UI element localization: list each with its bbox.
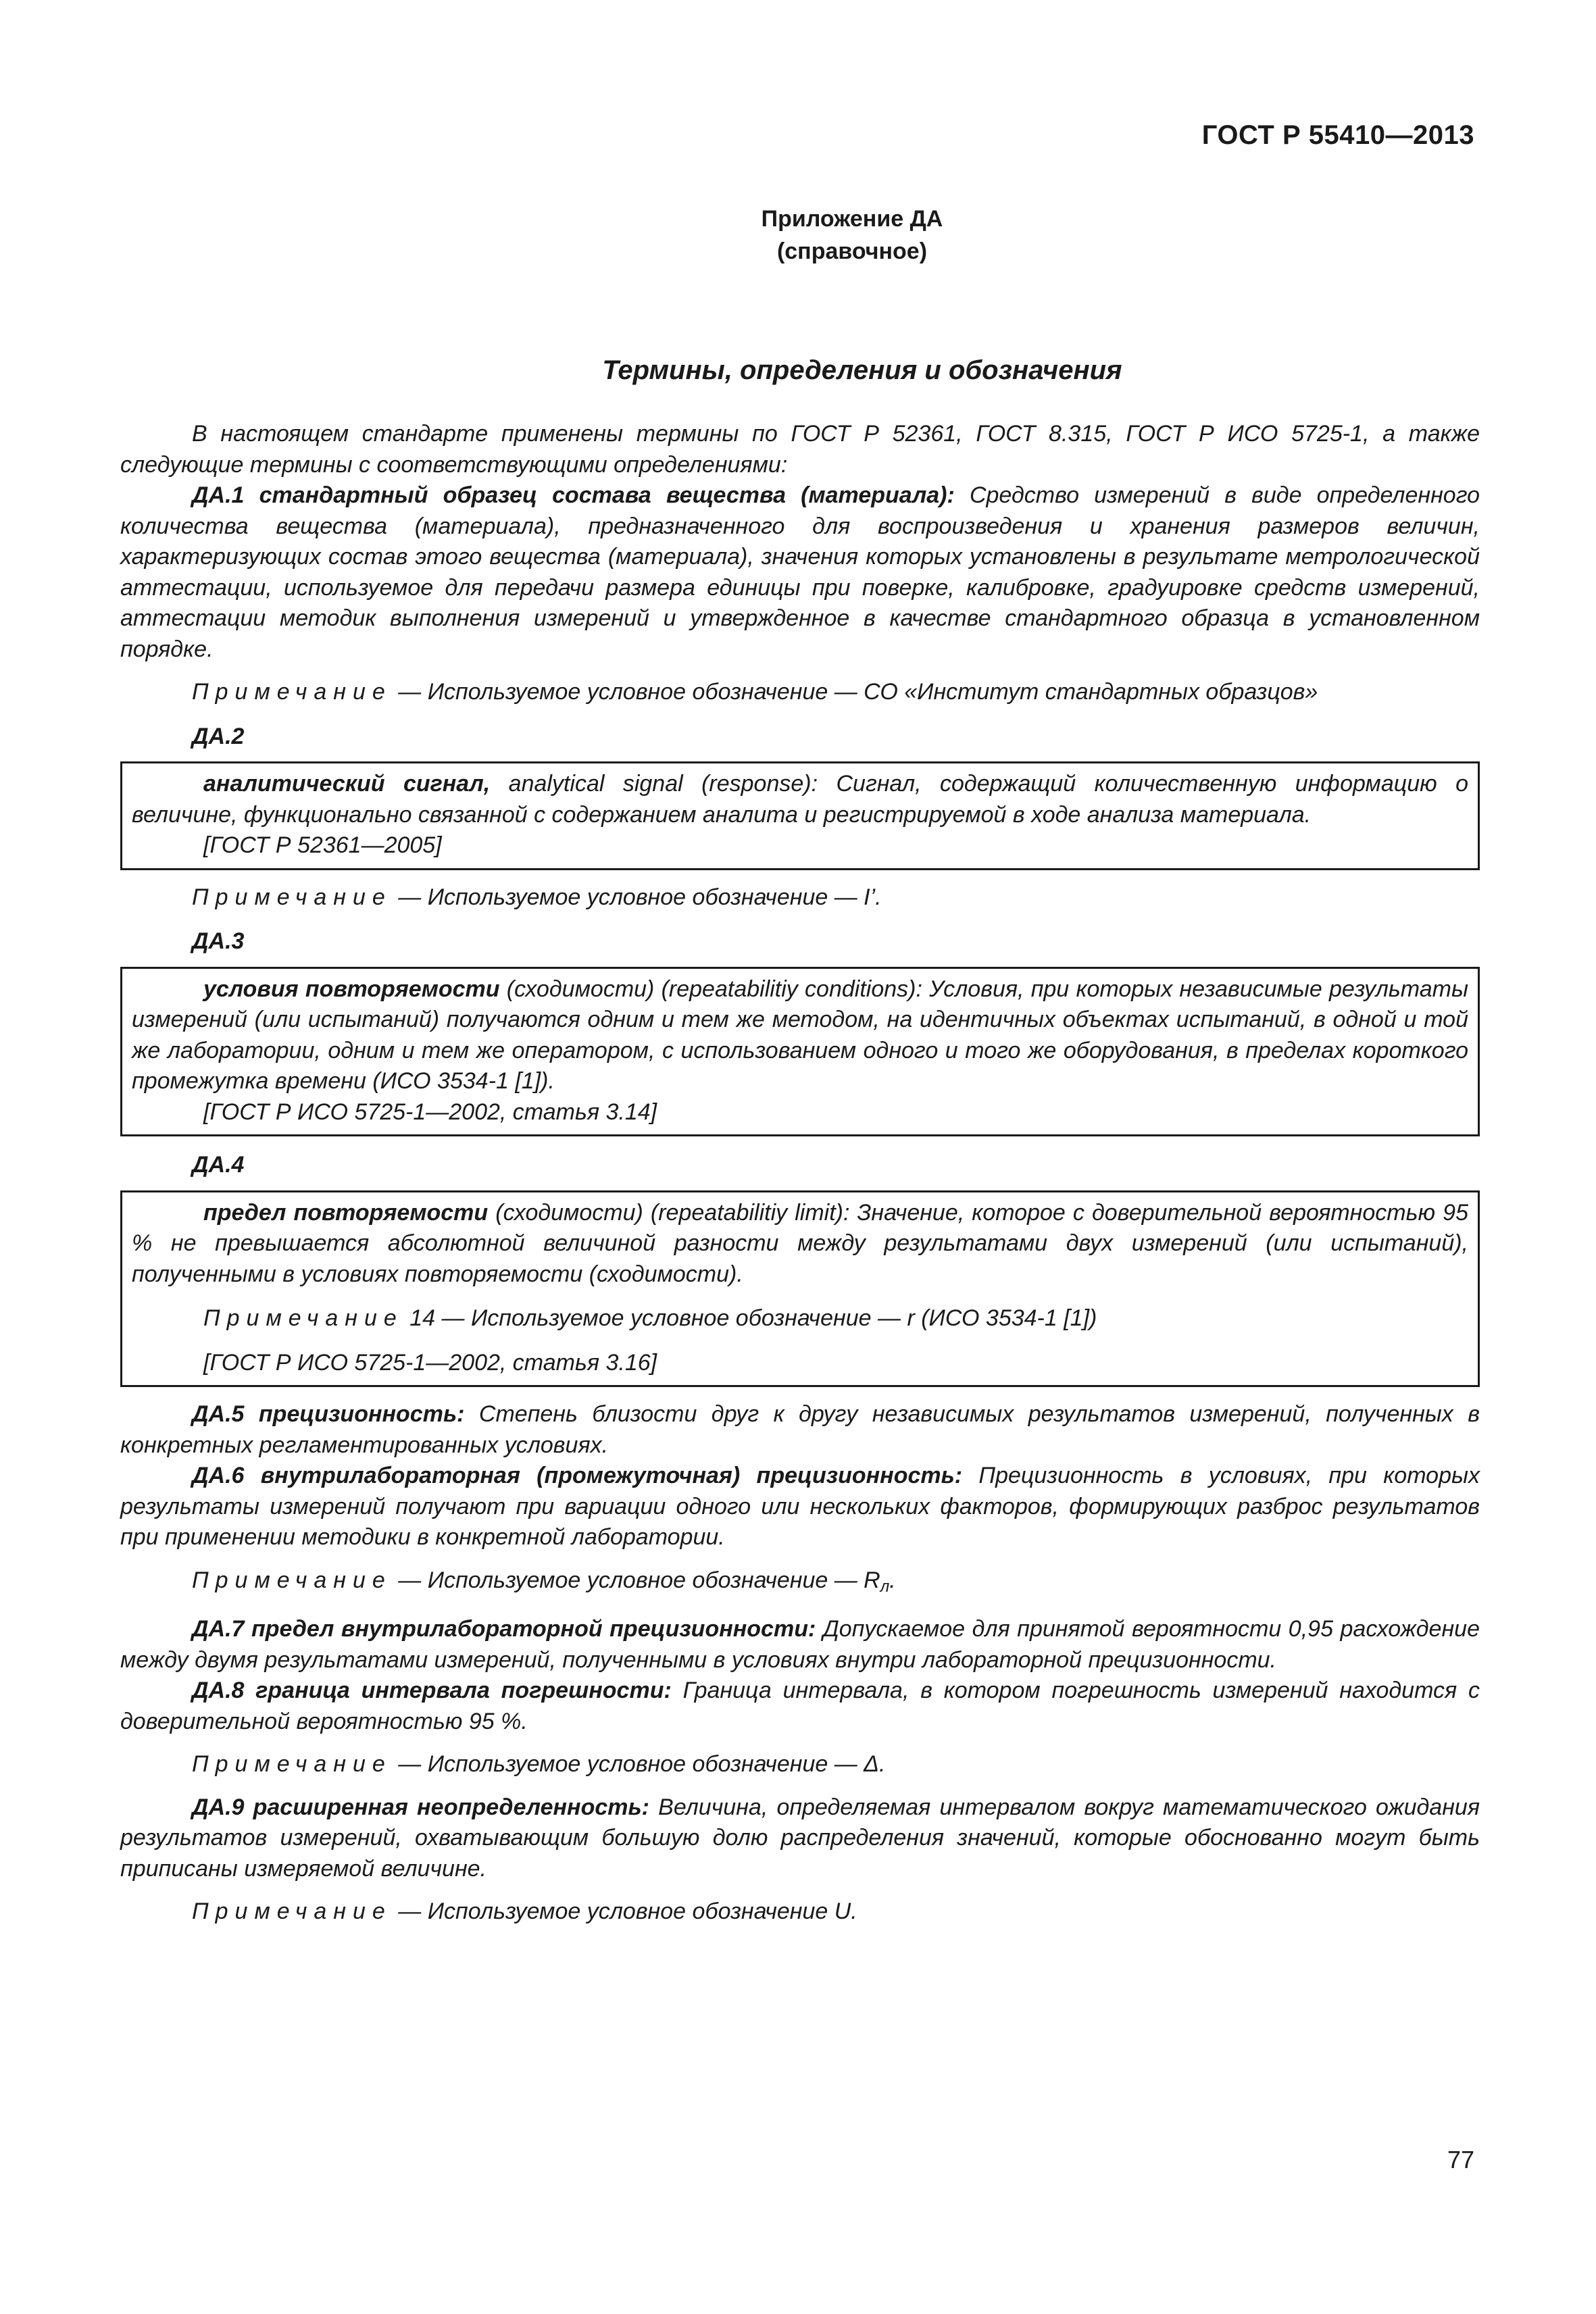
note-da9-text: — Используемое условное обозначение U. [391, 1898, 857, 1924]
note-da2 [120, 882, 1480, 913]
term-da4-reference: [ГОСТ Р ИСО 5725-1—2002, статья 3.16] [203, 1349, 657, 1376]
term-da7 [120, 1614, 1480, 1676]
term-da9-definition: Величина, определяемая интервалом вокруг математического ожидания результатов измерений, охватывающим большую долю распределения значений, которые обоснованно могут быть приписаны измеряемой величине. [120, 1794, 1480, 1882]
intro-line-1: В настоящем стандарте применены термины по ГОСТ Р 52361, ГОСТ 8.315, ГОСТ Р ИСО 5725-1, а [192, 421, 1396, 447]
note-label: Примечание [192, 679, 392, 705]
term-da5-definition: Степень близости друг к другу независимых результатов измерений, полученных в конкретных регламентированных условиях. [120, 1401, 1480, 1458]
term-da4-box [120, 1190, 1480, 1388]
term-da9 [120, 1792, 1480, 1885]
annex-subtitle: (справочное) [776, 238, 928, 264]
term-da2-heading: ДА.2 [192, 723, 245, 749]
section-title: Термины, определения и обозначения [602, 355, 1122, 385]
annex-title: Приложение ДА [761, 206, 943, 232]
term-da4 [132, 1198, 1468, 1290]
note-da6 [120, 1565, 1480, 1603]
term-da5-title: ДА.5 прецизионность: [192, 1401, 465, 1427]
note-da1-text: — Используемое условное обозначение — СО «Институт стандартных образцов» [391, 679, 1318, 705]
term-da3-box [120, 967, 1480, 1137]
note-da4-number: 14 [403, 1305, 436, 1331]
note-da8 [120, 1749, 1480, 1780]
term-da8-title: ДА.8 граница интервала погрешности: [192, 1678, 672, 1703]
note-da1 [120, 677, 1480, 708]
standard-code: ГОСТ Р 55410—2013 [1201, 120, 1474, 150]
term-da6-title: ДА.6 внутрилабораторная (промежуточная) прецизионность: [192, 1463, 963, 1488]
note-label: Примечание [192, 1898, 392, 1924]
note-label: Примечание [203, 1305, 403, 1331]
note-da6-text: — Используемое условное обозначение — R [391, 1567, 880, 1593]
term-da2-definition: analytical signal (response): Сигнал, содержащий количественную информацию о величине, функционально связанной с содержанием аналита и регистрируемой в ходе анализа материала. [132, 771, 1469, 828]
term-da3-title: условия повторяемости [203, 976, 500, 1002]
term-da3-reference: [ГОСТ Р ИСО 5725-1—2002, статья 3.14] [203, 1099, 657, 1125]
note-da4 [132, 1303, 1468, 1334]
note-da8-text: — Используемое условное обозначение — Δ. [391, 1751, 886, 1777]
term-da4-title: предел повторяемости [203, 1199, 489, 1226]
term-da5 [120, 1399, 1480, 1461]
term-da1-definition: Средство измерений в виде определенного количества вещества (материала), предназначенного для воспроизведения и хранения размеров величин, характеризующих состав этого вещества (материала), значения которых установлены в результате метрологической аттестации, используемое для передачи размера единицы при поверке, калибровке, градуировке средств измерений, аттестации методик выполнения измерений и утвержденное в качестве стандартного образца в установленном порядке. [120, 482, 1480, 662]
note-label: Примечание [192, 884, 392, 910]
term-da3-heading: ДА.3 [192, 928, 245, 954]
note-da6-end: . [889, 1567, 896, 1593]
annex-heading [0, 203, 1596, 268]
term-da2-reference: [ГОСТ Р 52361—2005] [203, 832, 442, 858]
term-da6-definition: Прецизионность в условиях, при которых результаты измерений получают при вариации одного или нескольких факторов, формирующих разброс результатов при применении методики в конкретной лаборатории. [120, 1463, 1480, 1550]
note-label: Примечание [192, 1567, 392, 1593]
note-da2-text: — Используемое условное обозначение — I’. [391, 884, 882, 910]
note-da6-subscript: л [880, 1577, 890, 1596]
term-da2-box [120, 761, 1480, 870]
note-da9 [120, 1896, 1480, 1928]
intro-paragraph [120, 419, 1480, 480]
term-da1 [120, 480, 1480, 665]
term-da2-title: аналитический сигнал, [203, 771, 491, 797]
term-da6 [120, 1461, 1480, 1553]
term-da8-definition: Граница интервала, в котором погрешность измерений находится с доверительной вероятностью 95 %. [120, 1678, 1480, 1734]
term-da4-definition: (сходимости) (repeatabilitiy limit): Значение, которое с доверительной вероятностью 95 % не превышается абсолютной величиной разности между результатами двух измерений (или испытаний), полученными в условиях повторяемости (сходимости). [132, 1199, 1468, 1287]
note-da4-text: — Используемое условное обозначение — r (ИСО 3534-1 [1]) [435, 1305, 1097, 1331]
term-da4-heading: ДА.4 [192, 1152, 245, 1178]
term-da7-title: ДА.7 предел внутрилабораторной прецизионности: [192, 1616, 816, 1642]
term-da3 [132, 974, 1468, 1097]
intro-line-2: также следующие термины с соответствующими определениями: [120, 421, 1480, 478]
term-da9-title: ДА.9 расширенная неопределенность: [192, 1794, 649, 1820]
term-da3-definition: (сходимости) (repeatabilitiy conditions): Условия, при которых независимые результаты измерений (или испытаний) получаются одним и тем же методом, на идентичных объектах испытаний, в одной и той же лаборатории, одним и тем же оператором, с использованием одного и того же оборудования, в пределах короткого промежутка времени (ИСО 3534-1 [1]). [132, 976, 1468, 1094]
term-da8 [120, 1676, 1480, 1737]
document-body [120, 419, 1480, 1928]
term-da1-title: ДА.1 стандартный образец состава вещества (материала): [192, 482, 955, 508]
term-da7-definition: Допускаемое для принятой вероятности 0,95 расхождение между двумя результатами измерений, полученными в условиях внутри лабораторной прецизионности. [120, 1616, 1480, 1673]
term-da2 [132, 769, 1468, 830]
note-label: Примечание [192, 1751, 392, 1777]
page-number: 77 [1447, 2146, 1474, 2173]
